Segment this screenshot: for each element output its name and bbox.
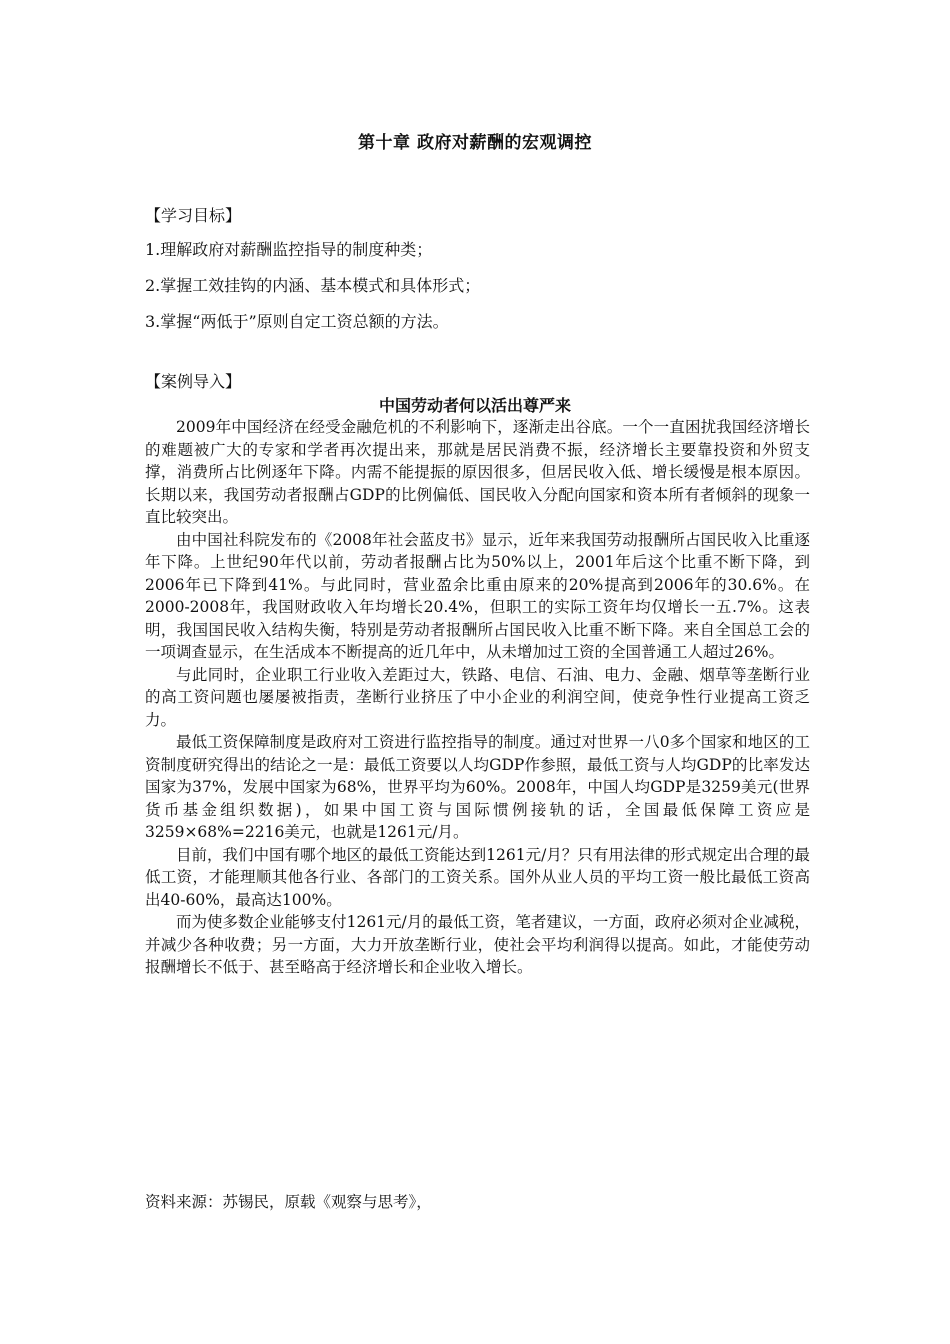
case-paragraph-1: 2009年中国经济在经受金融危机的不利影响下，逐渐走出谷底。一个一直困扰我国经济增长的难题被广大的专家和学者再次提出来，那就是居民消费不振，经济增长主要靠投资和外贸支撑，消费所占比例逐年下降。内需不能提振的原因很多，但居民收入低、增长缓慢是根本原因。长期以来，我国劳动者报酬占GDP的比例偏低、国民收入分配向国家和资本所有者倾斜的现象一直比较突出。 <box>145 418 810 526</box>
learning-objective-2: 2.掌握工效挂钩的内涵、基本模式和具体形式； <box>145 276 481 295</box>
chapter-title: 第十章 政府对薪酬的宏观调控 <box>358 133 592 153</box>
case-paragraph-2: 由中国社科院发布的《2008年社会蓝皮书》显示，近年来我国劳动报酬所占国民收入比重逐年下降。上世纪90年代以前，劳动者报酬占比为50%以上，2001年后这个比重不断下降，到2006年已下降到41%。与此同时，营业盈余比重由原来的20%提高到2006年的30.6%。在2000-2008年，我国财政收入年均增长20.4%，但职工的实际工资年均仅增长一五.7%。这表明，我国国民收入结构失衡，特别是劳动者报酬所占国民收入比重不断下降。来自全国总工会的一项调查显示，在生活成本不断提高的近几年中，从未增加过工资的全国普通工人超过26%。 <box>145 530 810 661</box>
case-title: 中国劳动者何以活出尊严来 <box>378 396 571 415</box>
learning-objective-3: 3.掌握“两低于”原则自定工资总额的方法。 <box>145 312 449 331</box>
source-citation: 资料来源：苏锡民，原载《观察与思考》， <box>145 1193 432 1211</box>
case-paragraph-5: 目前，我们中国有哪个地区的最低工资能达到1261元/月？只有用法律的形式规定出合理的最低工资，才能理顺其他各行业、各部门的工资关系。国外从业人员的平均工资一般比最低工资高出40-60%，最高达100%。 <box>145 845 810 909</box>
learning-objective-1: 1.理解政府对薪酬监控指导的制度种类； <box>145 240 433 259</box>
case-intro-heading: 【案例导入】 <box>145 372 242 391</box>
case-paragraph-6: 而为使多数企业能够支付1261元/月的最低工资，笔者建议，一方面，政府必须对企业减税，并减少各种收费；另一方面，大力开放垄断行业，使社会平均利润得以提高。如此，才能使劳动报酬增长不低于、甚至略高于经济增长和企业收入增长。 <box>145 913 810 976</box>
case-paragraph-4: 最低工资保障制度是政府对工资进行监控指导的制度。通过对世界一八0多个国家和地区的工资制度研究得出的结论之一是：最低工资要以人均GDP作参照，最低工资与人均GDP的比率发达国家为37%，发展中国家为68%，世界平均为60%。2008年，中国人均GDP是3259美元(世界货币基金组织数据)，如果中国工资与国际惯例接轨的话，全国最低保障工资应是3259×68%=2216美元，也就是1261元/月。 <box>145 733 810 841</box>
learning-objectives-heading: 【学习目标】 <box>145 206 242 225</box>
case-paragraph-3: 与此同时，企业职工行业收入差距过大，铁路、电信、石油、电力、金融、烟草等垄断行业的高工资问题也屡屡被指责，垄断行业挤压了中小企业的利润空间，使竞争性行业提高工资乏力。 <box>145 665 810 729</box>
case-body <box>145 416 810 979</box>
